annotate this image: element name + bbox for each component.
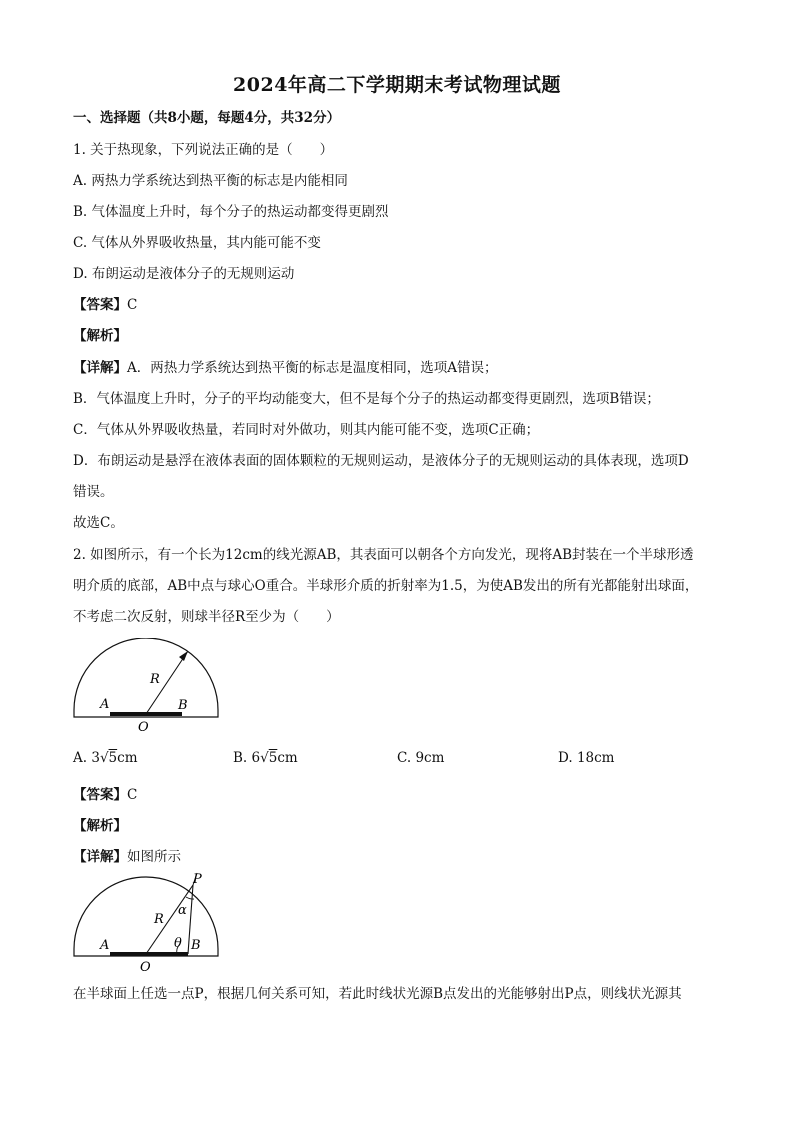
arrow-head [179,651,188,661]
label-o: O [138,720,149,735]
q1-conclusion: 故选C。 [73,515,124,531]
sqrt-symbol: √ [99,750,109,766]
q2-analysis-tag: 【解析】 [73,818,127,834]
label-b: B [178,698,188,713]
q1-option-c: C. 气体从外界吸收热量，其内能可能不变 [73,235,321,251]
q1-detail-2: B．气体温度上升时，分子的平均动能变大，但不是每个分子的热运动都变得更剧烈，选项B错误； [73,391,660,407]
q2-stem-1: 2. 如图所示，有一个长为12cm的线光源AB，其表面可以朝各个方向发光，现将AB封装在一个半球形透 [73,547,694,563]
q1-answer [73,295,733,315]
option-letter: B. [233,750,248,766]
option-letter: C. [397,750,412,766]
q1-option-b: B. 气体温度上升时，每个分子的热运动都变得更剧烈 [73,204,389,220]
q2-option-c [397,748,444,768]
option-coef: 6 [251,750,261,766]
option-coef: 3 [91,750,100,766]
detail-text: 如图所示 [127,849,181,865]
label-o: O [140,960,151,975]
answer-tag: 【答案】 [73,297,127,313]
section-heading: 一、选择题（共8小题，每题4分，共32分） [73,110,341,126]
page-title: 2024年高二下学期期末考试物理试题 [233,74,561,96]
label-r: R [150,672,160,687]
angle-alpha-arc [186,897,194,899]
answer-value: C [127,297,138,313]
option-unit: cm [117,750,138,766]
answer-tag: 【答案】 [73,787,127,803]
q2-answer [73,785,733,805]
q1-option-a: A. 两热力学系统达到热平衡的标志是内能相同 [73,173,348,189]
q2-option-b [233,748,298,768]
hemisphere-figure-2 [70,870,230,978]
option-text: 9cm [415,750,445,766]
q1-option-d: D. 布朗运动是液体分子的无规则运动 [73,266,295,282]
q2-detail [73,847,733,867]
q2-option-a [73,748,138,768]
option-radicand: 5 [268,750,278,766]
label-a: A [100,938,110,953]
label-alpha: α [178,903,187,918]
sqrt-symbol: √ [260,750,269,766]
detail-tag: 【详解】 [73,360,127,376]
q1-stem: 1. 关于热现象，下列说法正确的是（ ） [73,142,334,158]
q2-stem-3: 不考虑二次反射，则球半径R至少为（ ） [73,609,340,625]
detail-text: A．两热力学系统达到热平衡的标志是温度相同，选项A错误； [127,360,498,376]
label-b: B [191,938,201,953]
q2-option-d [558,748,614,768]
option-unit: cm [277,750,298,766]
label-a: A [100,697,110,712]
q2-stem-2: 明介质的底部，AB中点与球心O重合。半球形介质的折射率为1.5，为使AB发出的所有光都能射出球面， [73,578,699,594]
answer-value: C [127,787,138,803]
q1-detail-3: C．气体从外界吸收热量，若同时对外做功，则其内能可能不变，选项C正确； [73,422,540,438]
label-theta: θ [174,936,182,951]
option-radicand: 5 [108,750,118,766]
q1-analysis-tag: 【解析】 [73,328,127,344]
q1-detail-5: 错误。 [73,484,114,500]
detail-tag: 【详解】 [73,849,127,865]
option-text: 18cm [576,750,615,766]
label-r: R [154,912,164,927]
label-p: P [193,872,202,887]
q2-explanation: 在半球面上任选一点P，根据几何关系可知，若此时线状光源B点发出的光能够射出P点，则线状光源其 [73,986,682,1002]
option-letter: A. [73,750,88,766]
q1-detail-4: D．布朗运动是悬浮在液体表面的固体颗粒的无规则运动，是液体分子的无规则运动的具体表现，选项D [73,453,689,469]
q1-detail-1 [73,358,733,378]
hemisphere-figure-1 [70,638,230,738]
option-letter: D. [558,750,573,766]
